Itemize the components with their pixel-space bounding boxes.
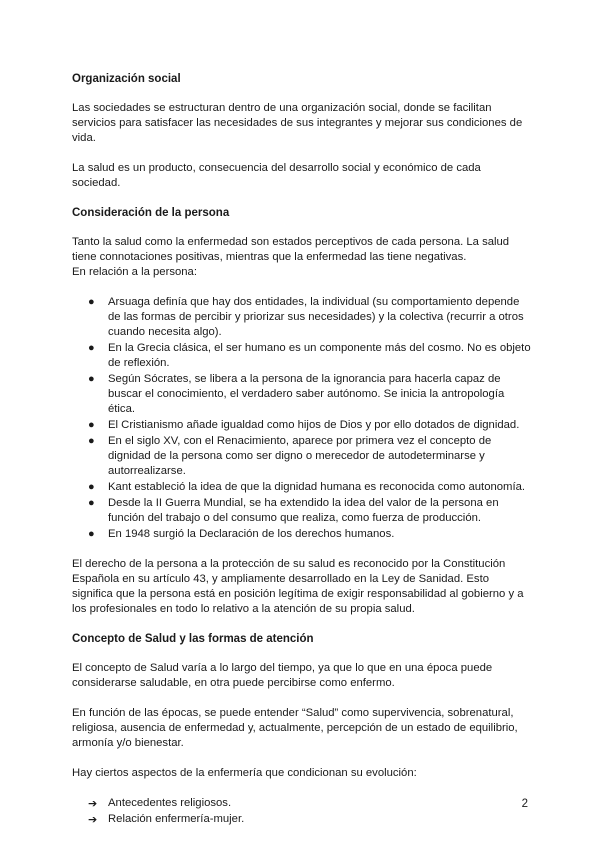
bullet-icon: ● — [88, 342, 95, 354]
list-item — [88, 796, 532, 811]
arrow-list-aspectos — [72, 796, 532, 827]
bullet-icon: ● — [88, 296, 95, 308]
bullet-icon: ● — [88, 497, 95, 509]
paragraph-concepto-1: El concepto de Salud varía a lo largo del tiempo, ya que lo que en una época puede considerarse saludable, en otra puede percibirse como enfermo. — [72, 662, 493, 689]
paragraph-organizacion-2: La salud es un producto, consecuencia del desarrollo social y económico de cada sociedad. — [72, 162, 481, 189]
bullet-icon: ● — [88, 528, 95, 540]
list-item — [88, 341, 532, 371]
paragraph-consideracion-intro: En relación a la persona: — [72, 266, 197, 278]
list-item-text: En 1948 surgió la Declaración de los derechos humanos. — [108, 528, 395, 540]
list-item-text: Desde la II Guerra Mundial, se ha extendido la idea del valor de la persona en función del trabajo o del consumo que realiza, como fuerza de producción. — [108, 497, 499, 524]
list-item — [88, 372, 532, 417]
paragraph-concepto-2: En función de las épocas, se puede entender “Salud” como supervivencia, sobrenatural, religiosa, ausencia de enfermedad y, actualmente, percepción de un estado de equilibrio, armonía y/o bienestar. — [72, 707, 518, 749]
bullet-icon: ● — [88, 419, 95, 431]
paragraph-consideracion-2: El derecho de la persona a la protección de su salud es reconocido por la Constitución Española en su artículo 43, y ampliamente desarrollado en la Ley de Sanidad. Esto significa que la persona está en posición legítima de exigir responsabilidad al gobierno y a los profesionales en todo lo relativo a la atención de su propia salud. — [72, 558, 524, 615]
paragraph-concepto-3: Hay ciertos aspectos de la enfermería que condicionan su evolución: — [72, 767, 417, 779]
paragraph-organizacion-1: Las sociedades se estructuran dentro de una organización social, donde se facilitan servicios para satisfacer las necesidades de sus integrantes y mejorar sus condiciones de vida. — [72, 102, 523, 144]
list-item-text: En la Grecia clásica, el ser humano es un componente más del cosmo. No es objeto de reflexión. — [108, 342, 531, 369]
list-item-text: El Cristianismo añade igualdad como hijos de Dios y por ello dotados de dignidad. — [108, 419, 520, 431]
document-page — [72, 72, 532, 828]
list-item-text: Kant estableció la idea de que la dignidad humana es reconocida como autonomía. — [108, 481, 526, 493]
list-item — [88, 812, 532, 827]
heading-concepto-salud: Concepto de Salud y las formas de atención — [72, 633, 314, 645]
arrow-right-icon: ➔ — [88, 813, 98, 826]
list-item-text: Arsuaga definía que hay dos entidades, la individual (su comportamiento depende de las formas de percibir y priorizar sus necesidades) y la colectiva (recurrir a otros cuando necesita algo). — [108, 296, 524, 338]
bullet-icon: ● — [88, 435, 95, 447]
list-item-text: Según Sócrates, se libera a la persona de la ignorancia para hacerla capaz de buscar el conocimiento, el verdadero saber autónomo. Se inicia la antropología ética. — [108, 373, 505, 415]
heading-consideracion-persona: Consideración de la persona — [72, 207, 230, 219]
list-item — [88, 418, 532, 433]
heading-organizacion-social: Organización social — [72, 73, 181, 85]
list-item-text: En el siglo XV, con el Renacimiento, aparece por primera vez el concepto de dignidad de la persona como ser digno o merecedor de autodeterminarse y autorrealizarse. — [108, 435, 492, 477]
paragraph-consideracion-1: Tanto la salud como la enfermedad son estados perceptivos de cada persona. La salud tiene connotaciones positivas, mientras que la enfermedad las tiene negativas. — [72, 236, 510, 263]
arrow-right-icon: ➔ — [88, 797, 98, 810]
list-item — [88, 480, 532, 495]
page-number: 2 — [521, 798, 528, 810]
list-item — [88, 527, 532, 542]
bullet-icon: ● — [88, 481, 95, 493]
list-item — [88, 496, 532, 526]
list-item-text: Antecedentes religiosos. — [108, 797, 232, 809]
list-item — [88, 295, 532, 340]
bullet-icon: ● — [88, 373, 95, 385]
list-item-text: Relación enfermería-mujer. — [108, 813, 245, 825]
bullet-list-persona — [72, 295, 532, 542]
list-item — [88, 434, 532, 479]
